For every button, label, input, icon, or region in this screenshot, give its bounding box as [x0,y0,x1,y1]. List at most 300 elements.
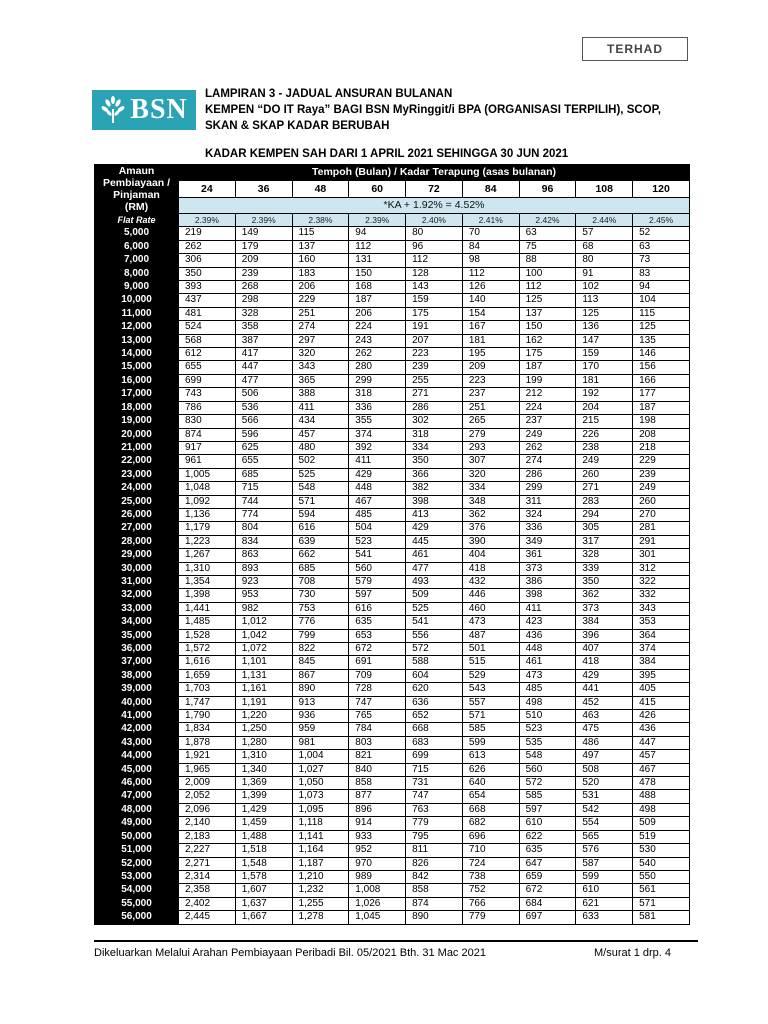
installment-cell: 349 [519,535,576,548]
footer-divider [94,940,698,942]
installment-cell: 112 [406,254,463,267]
installment-cell: 478 [633,777,690,790]
installment-cell: 585 [519,790,576,803]
installment-cell: 426 [633,710,690,723]
installment-cell: 113 [576,294,633,307]
amount-cell: 26,000 [95,508,179,521]
installment-cell: 896 [349,803,406,816]
table-row [95,508,690,521]
installment-cell: 199 [519,374,576,387]
installment-cell: 560 [349,562,406,575]
amount-cell: 12,000 [95,321,179,334]
installment-cell: 724 [462,857,519,870]
table-row [95,441,690,454]
classification-stamp: TERHAD [582,37,688,61]
installment-cell: 1,045 [349,911,406,924]
installment-cell: 1,072 [235,643,292,656]
installment-cell: 415 [633,696,690,709]
installment-cell: 91 [576,267,633,280]
term-row [95,181,690,197]
installment-cell: 260 [633,495,690,508]
installment-cell: 1,042 [235,629,292,642]
installment-cell: 647 [519,857,576,870]
installment-cell: 1,572 [179,643,236,656]
installment-cell: 350 [406,455,463,468]
installment-cell: 520 [576,777,633,790]
installment-cell: 429 [349,468,406,481]
installment-cell: 1,369 [235,777,292,790]
installment-cell: 709 [349,669,406,682]
amount-cell: 37,000 [95,656,179,669]
installment-cell: 625 [235,441,292,454]
installment-cell: 365 [292,374,349,387]
installment-cell: 498 [519,696,576,709]
installment-cell: 320 [292,348,349,361]
installment-cell: 238 [576,441,633,454]
installment-cell: 350 [576,575,633,588]
installment-cell: 311 [519,495,576,508]
installment-cell: 249 [576,455,633,468]
table-row [95,602,690,615]
flat-rate-cell: 2.38% [292,214,349,227]
installment-cell: 112 [462,267,519,280]
installment-cell: 63 [633,240,690,253]
installment-cell: 75 [519,240,576,253]
installment-cell: 1,005 [179,468,236,481]
installment-cell: 1,578 [235,870,292,883]
installment-cell: 535 [519,736,576,749]
installment-cell: 457 [633,750,690,763]
installment-cell: 96 [406,240,463,253]
installment-cell: 890 [406,911,463,924]
table-row [95,267,690,280]
installment-cell: 411 [349,455,406,468]
amount-cell: 30,000 [95,562,179,575]
installment-cell: 206 [349,307,406,320]
installment-cell: 226 [576,428,633,441]
installment-cell: 224 [349,321,406,334]
installment-cell: 302 [406,415,463,428]
installment-cell: 1,101 [235,656,292,669]
installment-cell: 640 [462,777,519,790]
amount-cell: 31,000 [95,575,179,588]
installment-cell: 784 [349,723,406,736]
installment-cell: 840 [349,763,406,776]
table-row [95,428,690,441]
installment-cell: 668 [406,723,463,736]
amount-header: Amaun Pembiayaan / Pinjaman (RM) [95,165,179,214]
table-row [95,549,690,562]
amount-cell: 16,000 [95,374,179,387]
installment-cell: 1,398 [179,589,236,602]
installment-cell: 229 [633,455,690,468]
footer-reference: Dikeluarkan Melalui Arahan Pembiayaan Peribadi Bil. 05/2021 Bth. 31 Mac 2021 [94,947,486,959]
installment-cell: 662 [292,549,349,562]
tenure-header: Tempoh (Bulan) / Kadar Terapung (asas bulanan) [179,165,690,181]
installment-cell: 63 [519,227,576,240]
table-row [95,616,690,629]
amount-cell: 44,000 [95,750,179,763]
installment-cell: 668 [462,803,519,816]
installment-cell: 581 [633,911,690,924]
installment-cell: 251 [462,401,519,414]
logo-text: BSN [130,94,188,125]
installment-cell: 610 [519,817,576,830]
installment-cell: 557 [462,696,519,709]
installment-cell: 102 [576,281,633,294]
installment-cell: 291 [633,535,690,548]
installment-cell: 374 [633,643,690,656]
installment-cell: 1,255 [292,897,349,910]
installment-cell: 137 [519,307,576,320]
installment-cell: 821 [349,750,406,763]
installment-cell: 485 [519,683,576,696]
installment-cell: 502 [292,455,349,468]
table-row [95,388,690,401]
installment-cell: 270 [633,508,690,521]
table-row [95,334,690,347]
installment-cell: 215 [576,415,633,428]
installment-cell: 279 [462,428,519,441]
amount-cell: 24,000 [95,482,179,495]
installment-cell: 1,528 [179,629,236,642]
installment-cell: 322 [633,575,690,588]
installment-cell: 104 [633,294,690,307]
installment-cell: 112 [519,281,576,294]
table-row [95,830,690,843]
installment-cell: 696 [462,830,519,843]
validity-subtitle: KADAR KEMPEN SAH DARI 1 APRIL 2021 SEHINGGA 30 JUN 2021 [205,148,569,160]
installment-cell: 524 [179,321,236,334]
installment-cell: 1,280 [235,736,292,749]
installment-cell: 803 [349,736,406,749]
installment-cell: 1,965 [179,763,236,776]
installment-cell: 318 [406,428,463,441]
installment-cell: 396 [576,629,633,642]
installment-cell: 446 [462,589,519,602]
installment-cell: 1,790 [179,710,236,723]
installment-cell: 293 [462,441,519,454]
installment-cell: 953 [235,589,292,602]
installment-cell: 411 [519,602,576,615]
installment-cell: 530 [633,844,690,857]
installment-cell: 525 [292,468,349,481]
amount-cell: 27,000 [95,522,179,535]
installment-cell: 493 [406,575,463,588]
amount-cell: 18,000 [95,401,179,414]
installment-cell: 229 [292,294,349,307]
table-row [95,535,690,548]
installment-cell: 384 [576,616,633,629]
installment-cell: 318 [349,388,406,401]
installment-cell: 1,220 [235,710,292,723]
installment-cell: 597 [519,803,576,816]
installment-cell: 2,402 [179,897,236,910]
installment-cell: 298 [235,294,292,307]
installment-cell: 655 [235,455,292,468]
installment-cell: 175 [519,348,576,361]
installment-cell: 2,227 [179,844,236,857]
table-row [95,723,690,736]
installment-cell: 223 [462,374,519,387]
installment-cell: 597 [349,589,406,602]
installment-cell: 2,052 [179,790,236,803]
installment-cell: 541 [349,549,406,562]
installment-cell: 170 [576,361,633,374]
installment-cell: 604 [406,669,463,682]
installment-cell: 874 [406,897,463,910]
installment-cell: 1,441 [179,602,236,615]
installment-cell: 404 [462,549,519,562]
installment-cell: 568 [179,334,236,347]
installment-cell: 355 [349,415,406,428]
installment-cell: 699 [406,750,463,763]
installment-cell: 697 [519,911,576,924]
installment-cell: 460 [462,602,519,615]
table-row [95,415,690,428]
table-row [95,307,690,320]
installment-cell: 223 [406,348,463,361]
installment-cell: 874 [179,428,236,441]
installment-cell: 554 [576,817,633,830]
installment-cell: 334 [462,482,519,495]
installment-cell: 448 [519,643,576,656]
installment-cell: 125 [633,321,690,334]
installment-cell: 763 [406,803,463,816]
installment-cell: 540 [633,857,690,870]
installment-cell: 274 [519,455,576,468]
term-header: 96 [519,181,576,197]
term-header: 120 [633,181,690,197]
installment-cell: 126 [462,281,519,294]
installment-cell: 1,267 [179,549,236,562]
installment-cell: 334 [406,441,463,454]
table-row [95,763,690,776]
amount-cell: 21,000 [95,441,179,454]
installment-cell: 374 [349,428,406,441]
installment-cell: 191 [406,321,463,334]
table-row [95,897,690,910]
installment-cell: 398 [406,495,463,508]
installment-cell: 68 [576,240,633,253]
ka-note: *KA + 1.92% = 4.52% [179,197,690,213]
amount-cell: 11,000 [95,307,179,320]
term-header: 84 [462,181,519,197]
installment-cell: 743 [179,388,236,401]
installment-cell: 672 [519,884,576,897]
installment-cell: 467 [349,495,406,508]
page-number: M/surat 1 drp. 4 [594,947,672,959]
installment-cell: 970 [349,857,406,870]
table-row [95,361,690,374]
installment-cell: 445 [406,535,463,548]
installment-cell: 268 [235,281,292,294]
installment-cell: 961 [179,455,236,468]
table-row [95,254,690,267]
table-row [95,643,690,656]
installment-cell: 2,140 [179,817,236,830]
table-row [95,281,690,294]
table-row [95,468,690,481]
amount-cell: 8,000 [95,267,179,280]
installment-cell: 804 [235,522,292,535]
installment-cell: 392 [349,441,406,454]
installment-cell: 255 [406,374,463,387]
installment-cell: 572 [406,643,463,656]
installment-cell: 747 [406,790,463,803]
amount-cell: 36,000 [95,643,179,656]
amount-cell: 32,000 [95,589,179,602]
installment-cell: 599 [462,736,519,749]
installment-cell: 243 [349,334,406,347]
installment-cell: 616 [349,602,406,615]
table-row [95,575,690,588]
installment-cell: 481 [179,307,236,320]
term-header: 108 [576,181,633,197]
installment-cell: 94 [633,281,690,294]
installment-cell: 515 [462,656,519,669]
installment-cell: 1,048 [179,482,236,495]
installment-cell: 1,747 [179,696,236,709]
installment-cell: 1,607 [235,884,292,897]
installment-cell: 348 [462,495,519,508]
installment-cell: 508 [576,763,633,776]
installment-cell: 467 [633,763,690,776]
installment-cell: 219 [179,227,236,240]
flat-rate-label: Flat Rate [95,214,179,227]
amount-cell: 29,000 [95,549,179,562]
installment-cell: 738 [462,870,519,883]
installment-cell: 271 [406,388,463,401]
installment-cell: 655 [179,361,236,374]
installment-cell: 384 [633,656,690,669]
installment-cell: 286 [519,468,576,481]
installment-cell: 2,183 [179,830,236,843]
installment-cell: 2,358 [179,884,236,897]
installment-cell: 1,161 [235,683,292,696]
installment-cell: 147 [576,334,633,347]
installment-cell: 890 [292,683,349,696]
installment-cell: 599 [576,870,633,883]
installment-cell: 112 [349,240,406,253]
installment-cell: 1,073 [292,790,349,803]
amount-cell: 28,000 [95,535,179,548]
installment-cell: 867 [292,669,349,682]
installment-cell: 1,141 [292,830,349,843]
installment-cell: 115 [633,307,690,320]
installment-cell: 981 [292,736,349,749]
amount-cell: 25,000 [95,495,179,508]
installment-cell: 1,012 [235,616,292,629]
installment-cell: 572 [519,777,576,790]
installment-cell: 982 [235,602,292,615]
installment-cell: 436 [519,629,576,642]
installment-cell: 407 [576,643,633,656]
header-line-2: KEMPEN “DO IT Raya” BAGI BSN MyRinggit/i BPA (ORGANISASI TERPILIH), SCOP, [205,104,661,116]
installment-cell: 1,092 [179,495,236,508]
amount-cell: 50,000 [95,830,179,843]
installment-cell: 504 [349,522,406,535]
installment-cell: 297 [292,334,349,347]
installment-cell: 305 [576,522,633,535]
installment-cell: 362 [462,508,519,521]
table-row [95,696,690,709]
installment-cell: 262 [519,441,576,454]
installment-cell: 307 [462,455,519,468]
installment-cell: 260 [576,468,633,481]
table-row [95,750,690,763]
amount-cell: 56,000 [95,911,179,924]
installment-cell: 361 [519,549,576,562]
installment-cell: 441 [576,683,633,696]
installment-cell: 1,008 [349,884,406,897]
installment-cell: 160 [292,254,349,267]
installment-cell: 480 [292,441,349,454]
installment-cell: 989 [349,870,406,883]
installment-cell: 842 [406,870,463,883]
term-header: 36 [235,181,292,197]
installment-cell: 548 [519,750,576,763]
installment-cell: 343 [292,361,349,374]
installment-cell: 550 [633,870,690,883]
installment-cell: 447 [235,361,292,374]
installment-cell: 477 [235,374,292,387]
installment-cell: 1,399 [235,790,292,803]
installment-cell: 588 [406,656,463,669]
installment-cell: 786 [179,401,236,414]
installment-cell: 168 [349,281,406,294]
installment-cell: 477 [406,562,463,575]
installment-cell: 691 [349,656,406,669]
installment-cell: 1,637 [235,897,292,910]
installment-cell: 447 [633,736,690,749]
installment-cell: 774 [235,508,292,521]
installment-cell: 830 [179,415,236,428]
flat-rate-cell: 2.40% [406,214,463,227]
installment-cell: 685 [235,468,292,481]
installment-cell: 2,314 [179,870,236,883]
installment-cell: 181 [576,374,633,387]
installment-cell: 566 [235,415,292,428]
installment-cell: 506 [235,388,292,401]
installment-cell: 137 [292,240,349,253]
installment-cell: 579 [349,575,406,588]
installment-cell: 684 [519,897,576,910]
table-row [95,844,690,857]
installment-cell: 863 [235,549,292,562]
installment-cell: 448 [349,482,406,495]
installment-cell: 387 [235,334,292,347]
installment-cell: 542 [576,803,633,816]
installment-cell: 192 [576,388,633,401]
installment-cell: 209 [462,361,519,374]
installment-cell: 635 [349,616,406,629]
amount-cell: 14,000 [95,348,179,361]
installment-cell: 317 [576,535,633,548]
installment-cell: 280 [349,361,406,374]
installment-cell: 150 [349,267,406,280]
amount-cell: 13,000 [95,334,179,347]
table-row [95,522,690,535]
installment-cell: 432 [462,575,519,588]
installment-cell: 653 [349,629,406,642]
flat-rate-cell: 2.42% [519,214,576,227]
installment-cell: 436 [633,723,690,736]
header-line-1: LAMPIRAN 3 - JADUAL ANSURAN BULANAN [205,88,453,100]
installment-cell: 636 [406,696,463,709]
installment-cell: 541 [406,616,463,629]
installment-cell: 616 [292,522,349,535]
